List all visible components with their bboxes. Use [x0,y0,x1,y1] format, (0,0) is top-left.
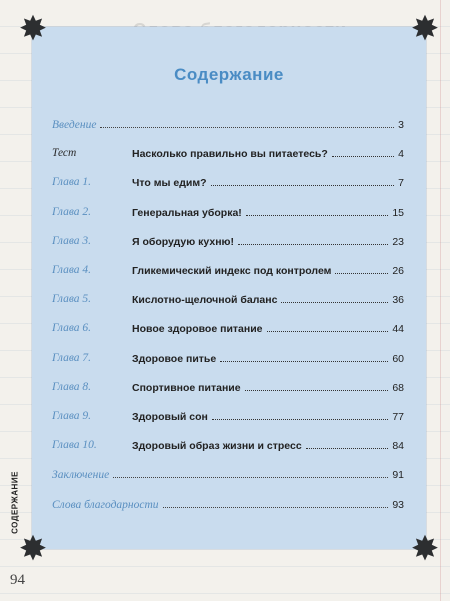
toc-entry-page: 68 [392,382,404,394]
toc-entry-prefix: Глава 1. [52,176,91,188]
toc-entry-title: Новое здоровое питание [132,323,263,335]
toc-entry-line [132,290,404,308]
toc-entry-line [132,349,404,367]
star-icon: ✸ [410,529,440,569]
toc-leader-dots [238,232,388,245]
toc-entry[interactable] [52,115,404,133]
toc-entry-page: 77 [392,411,404,423]
toc-entry-line [132,436,404,454]
toc-leader-dots [245,378,389,391]
toc-entry[interactable] [52,436,404,454]
toc-entry-line [132,378,404,396]
toc-entry-title: Насколько правильно вы питаетесь? [132,148,328,160]
side-section-tab [6,460,20,550]
toc-entry[interactable] [52,173,404,191]
toc-entry-prefix: Глава 3. [52,235,91,247]
toc-entry-page: 15 [392,207,404,219]
toc-entry[interactable] [52,407,404,425]
toc-leader-dots [163,495,389,508]
toc-entry[interactable] [52,261,404,279]
toc-leader-dots [211,173,395,186]
toc-entry-title: Что мы едим? [132,177,207,189]
toc-entry-line [132,319,404,337]
toc-entry[interactable] [52,144,404,162]
toc-entry-prefix: Глава 7. [52,352,91,364]
toc-entry-title: Здоровый сон [132,411,208,423]
star-icon: ✸ [18,529,48,569]
toc-title: Содержание [174,65,284,84]
toc-entry-page: 26 [392,265,404,277]
toc-entry[interactable] [52,319,404,337]
toc-entry-prefix: Глава 9. [52,410,91,422]
toc-entry-page: 36 [392,294,404,306]
toc-entry[interactable] [52,465,404,483]
toc-leader-dots [332,144,394,157]
toc-entry-page: 44 [392,323,404,335]
page-number: 94 [10,572,25,588]
toc-entry-line [132,261,404,279]
toc-entry-line [52,115,404,133]
toc-leader-dots [220,349,388,362]
toc-entry-prefix: Глава 10. [52,439,97,451]
toc-entry-title: Гликемический индекс под контролем [132,265,332,277]
toc-entry-title: Заключение [52,469,110,481]
toc-entry-line [132,144,404,162]
toc-leader-dots [113,465,388,478]
toc-leader-dots [267,319,389,332]
toc-entry-title: Кислотно-щелочной баланс [132,294,278,306]
toc-entry[interactable] [52,495,404,513]
star-icon: ✸ [18,9,48,49]
toc-entry-prefix: Глава 2. [52,206,91,218]
toc-entry-line [132,173,404,191]
toc-entry-title: Введение [52,119,97,131]
toc-entry-line [132,407,404,425]
star-icon: ✸ [410,9,440,49]
toc-entry-page: 84 [392,440,404,452]
toc-entry-page: 7 [398,177,404,189]
toc-entry-title: Я оборудую кухню! [132,236,235,248]
toc-leader-dots [335,261,388,274]
toc-entry-title: Здоровое питье [132,353,217,365]
toc-entry-line [132,232,404,250]
toc-entry-title: Генеральная уборка! [132,207,242,219]
toc-entry-page: 23 [392,236,404,248]
toc-entry[interactable] [52,349,404,367]
toc-entry-line [52,465,404,483]
toc-entry-prefix: Глава 4. [52,264,91,276]
toc-entry-title: Здоровый образ жизни и стресс [132,440,302,452]
toc-entry-title: Спортивное питание [132,382,241,394]
side-section-label: СОДЕРЖАНИЕ [10,471,20,534]
toc-leader-dots [281,290,388,303]
toc-entry[interactable] [52,378,404,396]
toc-entry-page: 93 [392,499,404,511]
toc-entry[interactable] [52,203,404,221]
toc-entry-prefix: Глава 8. [52,381,91,393]
toc-leader-dots [212,407,388,420]
toc-entry-line [132,203,404,221]
toc-entry-page: 3 [398,119,404,131]
toc-entry-prefix: Тест [52,147,77,159]
toc-entry-line [52,495,404,513]
toc-entry-page: 60 [392,353,404,365]
page-margin-line [440,0,441,601]
toc-leader-dots [306,436,389,449]
toc-entry-title: Слова благодарности [52,499,159,511]
toc-entry-prefix: Глава 5. [52,293,91,305]
toc-entry-prefix: Глава 6. [52,322,91,334]
toc-entry[interactable] [52,290,404,308]
toc-leader-dots [100,115,394,128]
toc-entry[interactable] [52,232,404,250]
toc-entry-page: 4 [398,148,404,160]
toc-entry-page: 91 [392,469,404,481]
toc-leader-dots [246,203,389,216]
